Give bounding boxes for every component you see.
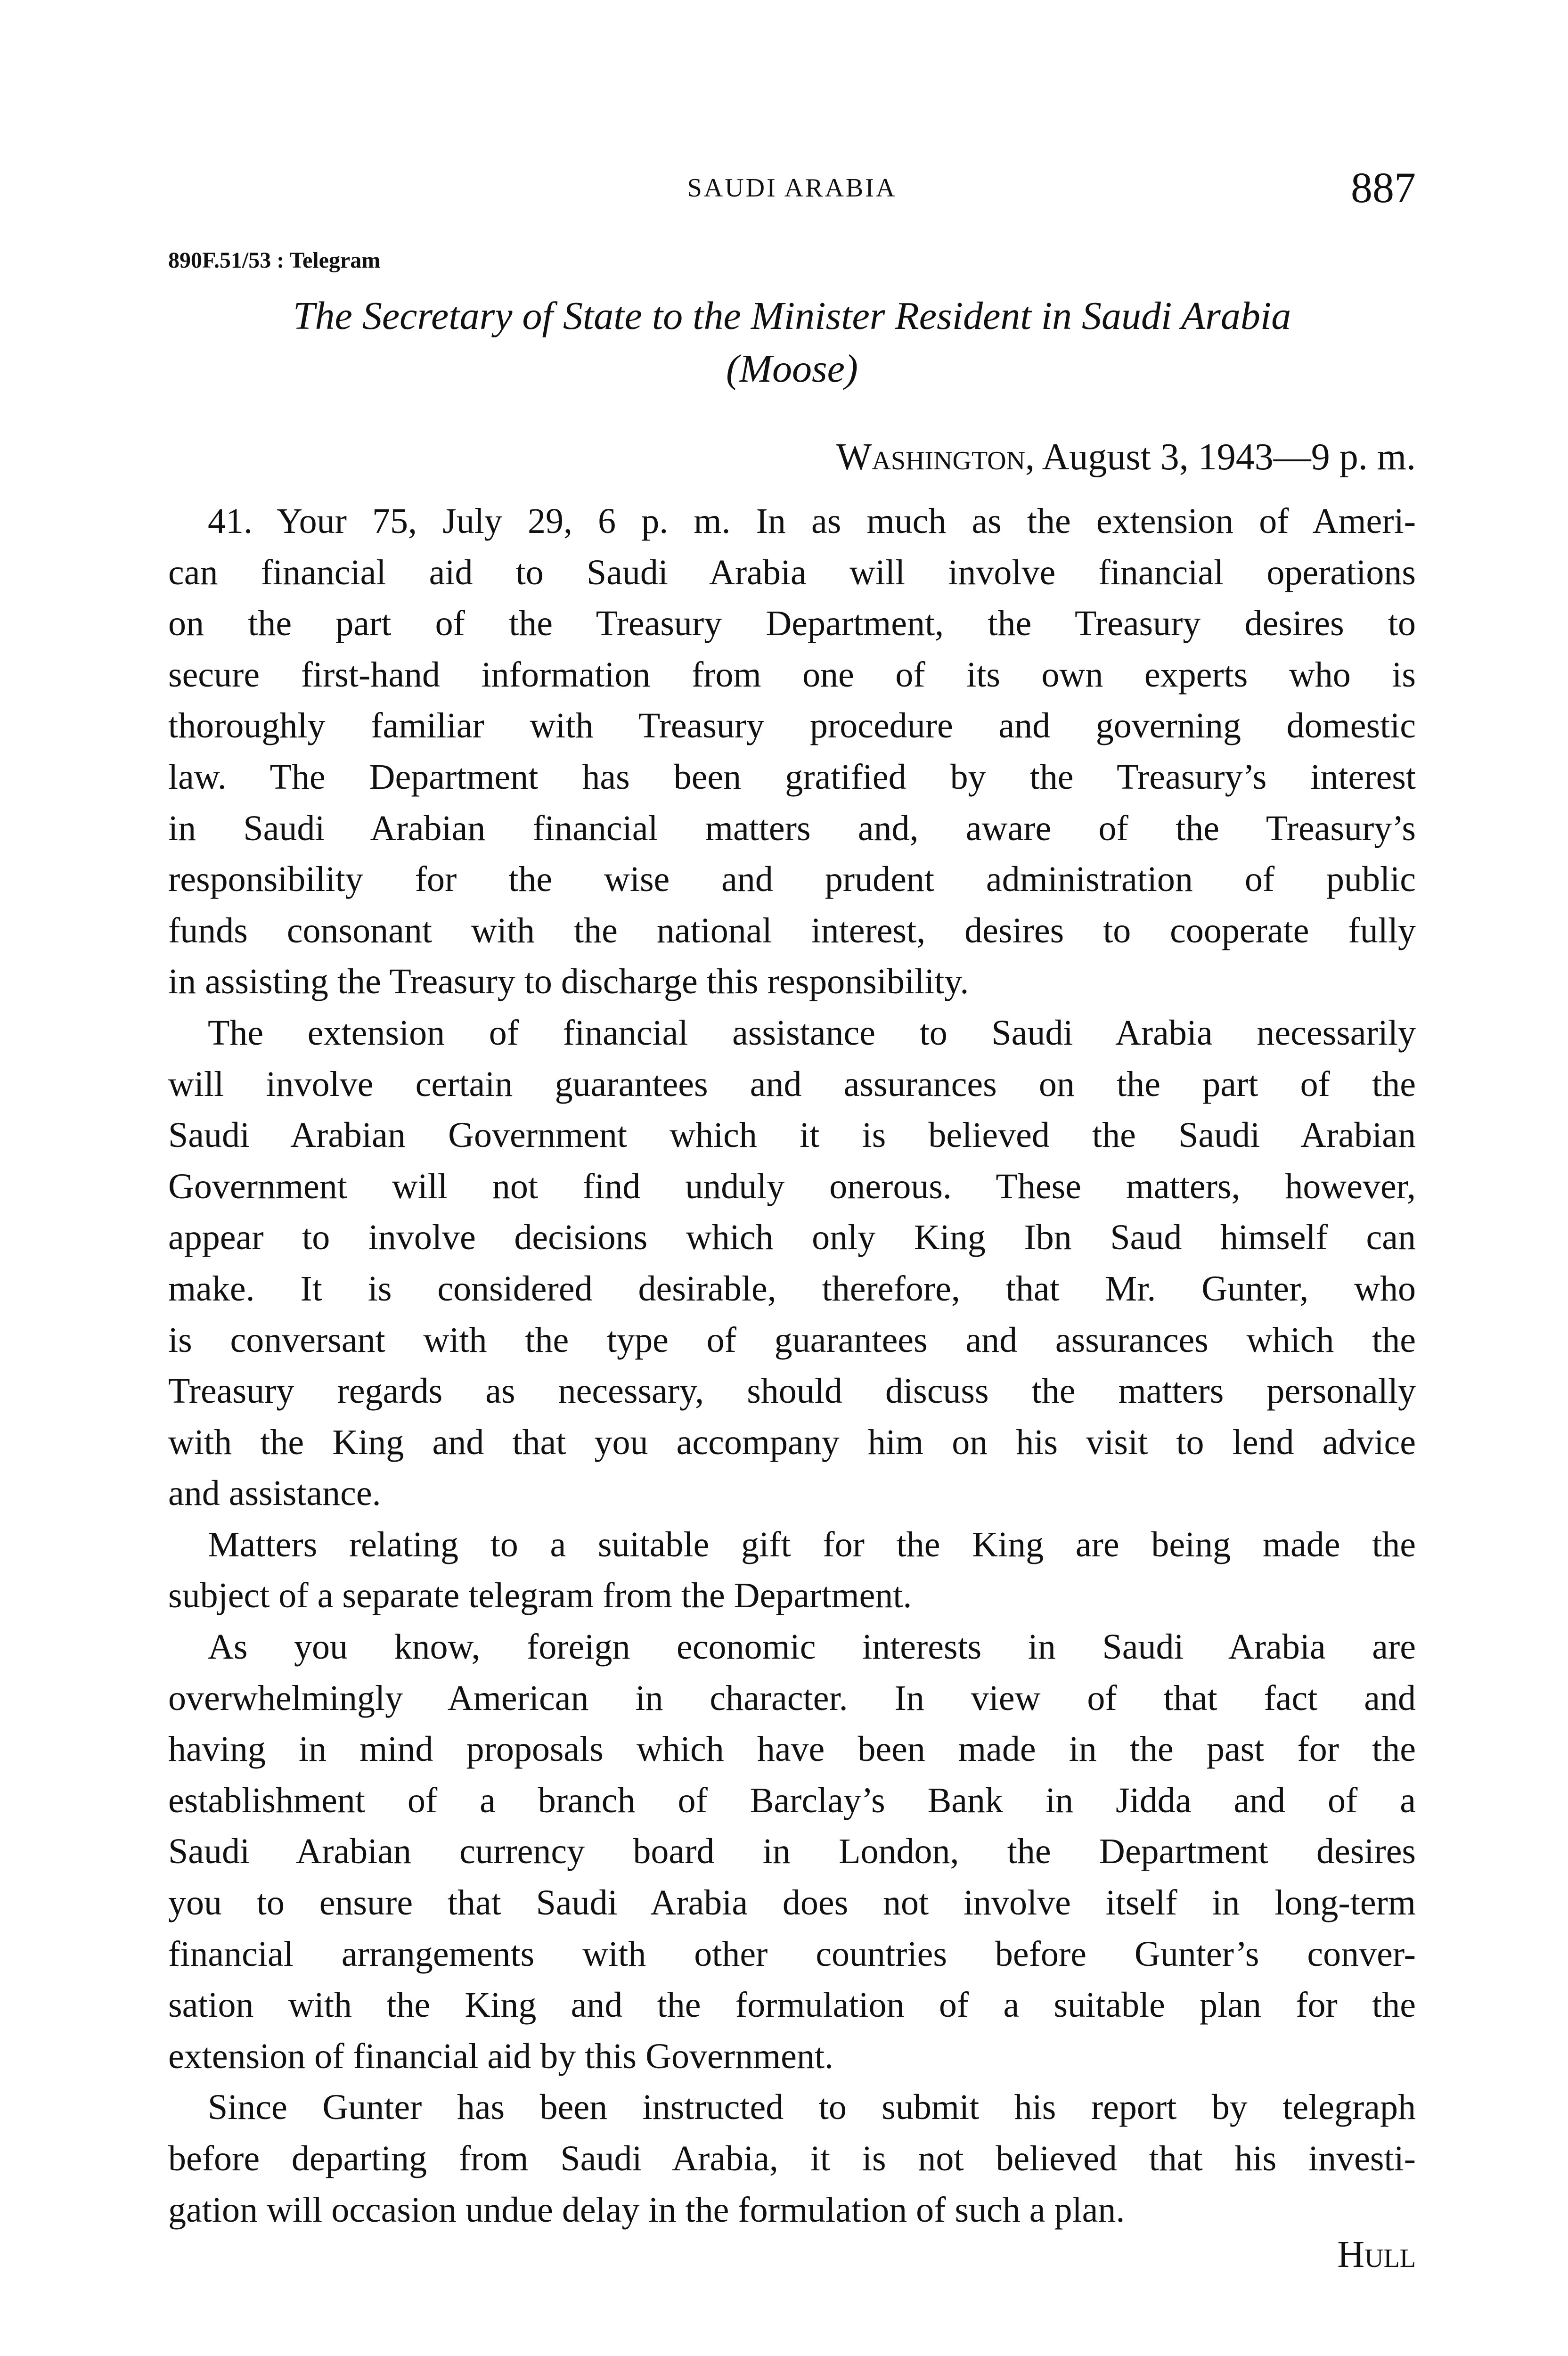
telegram-body (168, 496, 1416, 2235)
text-line: on the part of the Treasury Department, the Treasury desires to (168, 604, 1416, 644)
text-line: make. It is considered desirable, therefore, that Mr. Gunter, who (168, 1268, 1416, 1309)
text-line: Since Gunter has been instructed to submit his report by telegraph (208, 2087, 1416, 2127)
text-line: can financial aid to Saudi Arabia will involve financial operations (168, 552, 1416, 592)
text-line: is conversant with the type of guarantees and assurances which the (168, 1320, 1416, 1360)
text-line: appear to involve decisions which only King Ibn Saud himself can (168, 1218, 1416, 1258)
text-line: Saudi Arabian currency board in London, the Department desires (168, 1832, 1416, 1872)
text-line: responsibility for the wise and prudent administration of public (168, 859, 1416, 900)
running-head (168, 163, 1416, 210)
file-reference: 890F.51/53 : Telegram (168, 248, 381, 273)
text-line: Matters relating to a suitable gift for the King are being made the (208, 1524, 1416, 1564)
document-title-line-1: The Secretary of State to the Minister Resident in Saudi Arabia (293, 294, 1291, 338)
text-line: The extension of financial assistance to Saudi Arabia necessarily (208, 1013, 1416, 1053)
text-line: secure first-hand information from one of its own experts who is (168, 654, 1416, 695)
text-line: before departing from Saudi Arabia, it is not believed that his investi- (168, 2139, 1416, 2178)
document-title-line-2: (Moose) (726, 347, 858, 391)
text-line: with the King and that you accompany him on his visit to lend advice (168, 1422, 1416, 1462)
paragraph (168, 2082, 1416, 2235)
dateline-date: , August 3, 1943—9 p. m. (1025, 436, 1416, 478)
running-head-title: SAUDI ARABIA (687, 173, 897, 203)
text-line: Treasury regards as necessary, should discuss the matters personally (168, 1371, 1416, 1411)
paragraph (168, 1621, 1416, 2082)
text-line: overwhelmingly American in character. In view of that fact and (168, 1678, 1416, 1718)
text-line: will involve certain guarantees and assurances on the part of the (168, 1064, 1416, 1104)
text-line: law. The Department has been gratified by the Treasury’s interest (168, 757, 1416, 797)
text-line: financial arrangements with other countries before Gunter’s conver- (168, 1934, 1416, 1974)
document-title (168, 290, 1416, 395)
text-line: 41. Your 75, July 29, 6 p. m. In as much as the extension of Ameri- (208, 501, 1416, 541)
paragraph (168, 1519, 1416, 1621)
dateline (168, 436, 1416, 479)
signature: Hull (1337, 2234, 1416, 2275)
text-line: gation will occasion undue delay in the formulation of such a plan. (168, 2190, 1125, 2230)
text-line: extension of financial aid by this Government. (168, 2036, 833, 2076)
text-line: in Saudi Arabian financial matters and, aware of the Treasury’s (168, 808, 1416, 848)
text-line: sation with the King and the formulation of a suitable plan for the (168, 1985, 1416, 2025)
text-line: As you know, foreign economic interests in Saudi Arabia are (208, 1627, 1416, 1667)
text-line: funds consonant with the national interest, desires to cooperate fully (168, 910, 1416, 950)
text-line: and assistance. (168, 1473, 381, 1513)
text-line: Government will not find unduly onerous. These matters, however, (168, 1166, 1416, 1206)
text-line: subject of a separate telegram from the Department. (168, 1576, 912, 1616)
text-line: you to ensure that Saudi Arabia does not involve itself in long-term (168, 1883, 1416, 1923)
dateline-place: Washington (836, 436, 1026, 478)
text-line: establishment of a branch of Barclay’s Bank in Jidda and of a (168, 1780, 1416, 1820)
text-line: in assisting the Treasury to discharge this responsibility. (168, 962, 969, 1002)
text-line: having in mind proposals which have been made in the past for the (168, 1729, 1416, 1769)
paragraph (168, 496, 1416, 1007)
paragraph (168, 1007, 1416, 1519)
text-line: thoroughly familiar with Treasury procedure and governing domestic (168, 706, 1416, 746)
page-number: 887 (1351, 164, 1416, 212)
text-line: Saudi Arabian Government which it is believed the Saudi Arabian (168, 1115, 1416, 1155)
